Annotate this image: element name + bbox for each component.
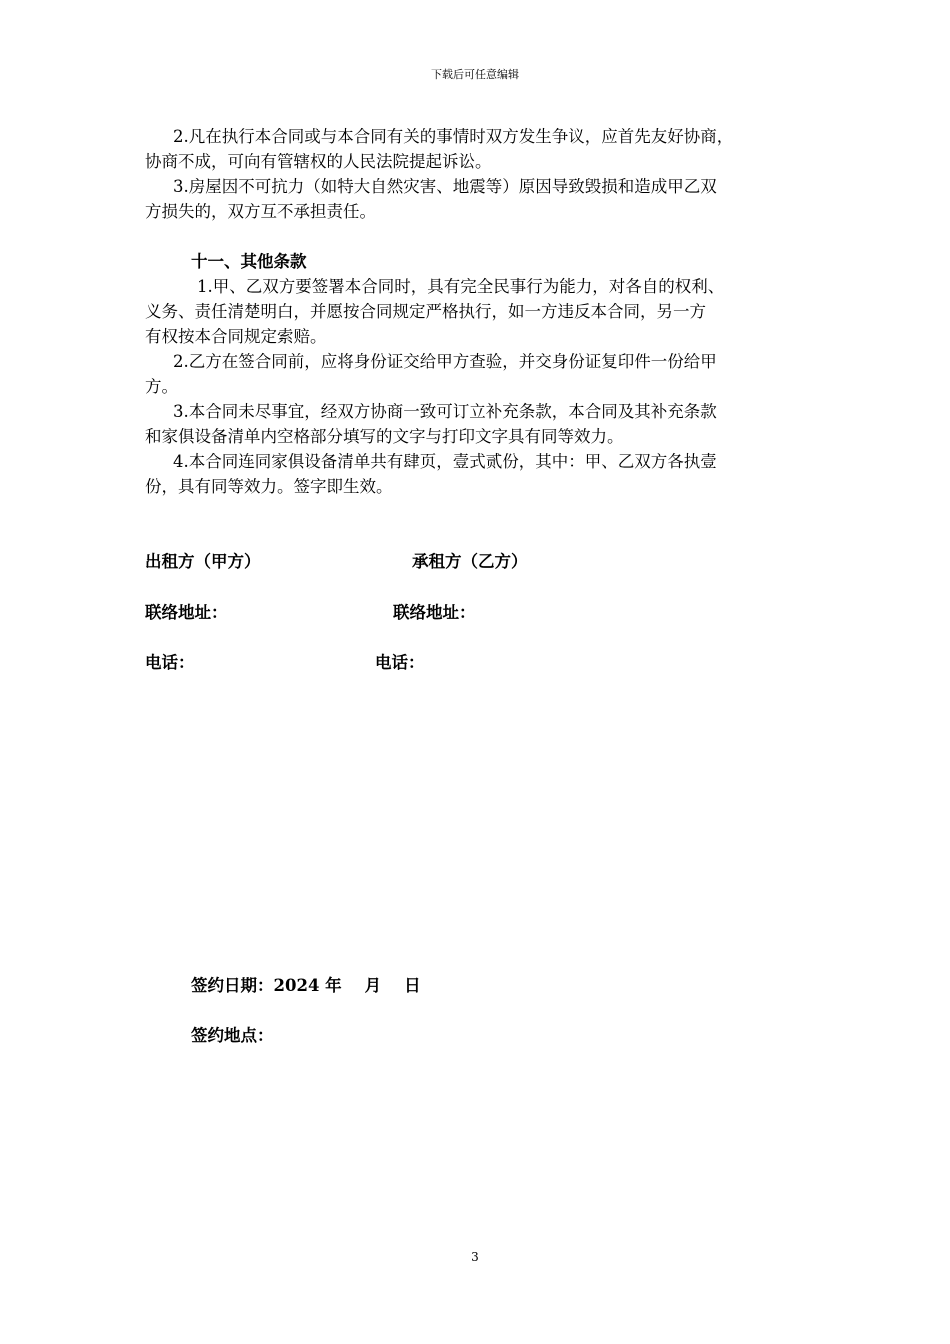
dispute-clause-2 xyxy=(145,124,815,174)
signing-place: 签约地点： xyxy=(191,1026,274,1045)
other-clause-1-line-2: 义务、责任清楚明白，并愿按合同规定严格执行，如一方违反本合同，另一方 xyxy=(145,302,706,321)
lessee-label: 承租方（乙方） xyxy=(412,552,528,571)
lessee-address-label: 联络地址： xyxy=(393,603,476,622)
other-clause-4-line-2: 份，具有同等效力。签字即生效。 xyxy=(145,477,393,496)
other-clause-2-line-2: 方。 xyxy=(145,377,178,396)
lessor-label: 出租方（甲方） xyxy=(145,552,261,571)
other-clause-3-line-1: 3.本合同未尽事宜，经双方协商一致可订立补充条款，本合同及其补充条款 xyxy=(173,402,717,421)
other-clause-4-line-1: 4.本合同连同家俱设备清单共有肆页，壹式贰份，其中：甲、乙双方各执壹 xyxy=(173,452,717,471)
dispute-clause-3-line-2: 方损失的，双方互不承担责任。 xyxy=(145,202,376,221)
other-clause-4 xyxy=(145,449,815,499)
other-clause-2-line-1: 2.乙方在签合同前，应将身份证交给甲方查验，并交身份证复印件一份给甲 xyxy=(173,352,717,371)
other-clause-2 xyxy=(145,349,815,399)
dispute-clause-3-line-1: 3.房屋因不可抗力（如特大自然灾害、地震等）原因导致毁损和造成甲乙双 xyxy=(173,177,717,196)
lessor-address-label: 联络地址： xyxy=(145,603,228,622)
lessor-phone-label: 电话： xyxy=(145,653,195,672)
signing-date: 签约日期：2024 年 月 日 xyxy=(191,976,421,995)
other-clause-1 xyxy=(145,274,815,349)
section-title: 十一、其他条款 xyxy=(191,252,307,271)
page-number: 3 xyxy=(471,1250,479,1264)
dispute-clause-3 xyxy=(145,174,815,224)
dispute-clause-2-line-2: 协商不成，可向有管辖权的人民法院提起诉讼。 xyxy=(145,152,492,171)
lessee-phone-label: 电话： xyxy=(375,653,425,672)
other-clause-3-line-2: 和家俱设备清单内空格部分填写的文字与打印文字具有同等效力。 xyxy=(145,427,624,446)
other-clause-1-line-3: 有权按本合同规定索赔。 xyxy=(145,327,327,346)
other-clause-1-line-1: 1.甲、乙双方要签署本合同时，具有完全民事行为能力，对各自的权利、 xyxy=(197,277,725,296)
other-clause-3 xyxy=(145,399,815,449)
page-header: 下载后可任意编辑 xyxy=(431,68,519,81)
dispute-clause-2-line-1: 2.凡在执行本合同或与本合同有关的事情时双方发生争议，应首先友好协商， xyxy=(173,127,734,146)
